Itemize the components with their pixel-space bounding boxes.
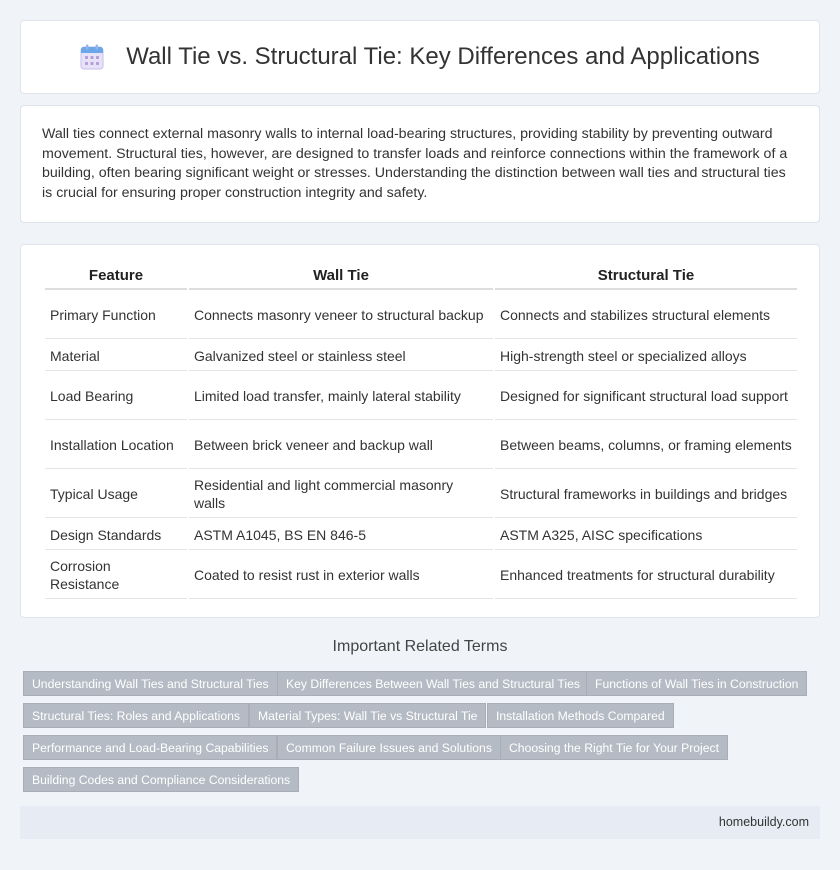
row-structural-tie-cell: Structural frameworks in buildings and bridges (495, 471, 797, 518)
row-wall-tie-cell: Residential and light commercial masonry walls (189, 471, 493, 518)
comparison-table-card (20, 244, 820, 618)
related-term-tag[interactable]: Installation Methods Compared (487, 703, 674, 728)
footer (20, 806, 820, 839)
related-term-tag[interactable]: Material Types: Wall Tie vs Structural Tie (249, 703, 486, 728)
row-feature-cell: Design Standards (45, 520, 187, 550)
intro-card (20, 105, 820, 223)
related-terms-heading: Important Related Terms (332, 638, 508, 655)
related-term-tag[interactable]: Understanding Wall Ties and Structural Ties (23, 671, 278, 696)
table-row (45, 552, 797, 599)
row-structural-tie-cell: High-strength steel or specialized alloys (495, 341, 797, 371)
title-card (20, 20, 820, 94)
related-term-tag[interactable]: Common Failure Issues and Solutions (277, 735, 501, 760)
row-structural-tie-cell: Connects and stabilizes structural elements (495, 292, 797, 339)
row-structural-tie-cell: ASTM A325, AISC specifications (495, 520, 797, 550)
table-row (45, 292, 797, 339)
row-feature-cell: Corrosion Resistance (45, 552, 187, 599)
related-term-tag[interactable]: Structural Ties: Roles and Applications (23, 703, 249, 728)
row-feature-cell: Installation Location (45, 422, 187, 469)
comparison-table (43, 260, 799, 601)
calendar-icon (80, 44, 104, 70)
footer-site-link[interactable]: homebuildy.com (718, 815, 809, 829)
table-row (45, 373, 797, 420)
column-header-wall-tie: Wall Tie (189, 262, 493, 290)
table-row (45, 471, 797, 518)
table-row (45, 341, 797, 371)
row-feature-cell: Typical Usage (45, 471, 187, 518)
row-feature-cell: Material (45, 341, 187, 371)
table-row (45, 520, 797, 550)
row-structural-tie-cell: Enhanced treatments for structural durability (495, 552, 797, 599)
row-wall-tie-cell: ASTM A1045, BS EN 846-5 (189, 520, 493, 550)
row-feature-cell: Load Bearing (45, 373, 187, 420)
table-header-row (45, 262, 797, 290)
row-wall-tie-cell: Between brick veneer and backup wall (189, 422, 493, 469)
row-feature-cell: Primary Function (45, 292, 187, 339)
row-wall-tie-cell: Coated to resist rust in exterior walls (189, 552, 493, 599)
row-structural-tie-cell: Designed for significant structural load support (495, 373, 797, 420)
intro-paragraph: Wall ties connect external masonry walls to internal load-bearing structures, providing stability by preventing outward movement. Structural ties, however, are designed to transfer loads and reinforce connections within the framework of a building, often bearing significant weight or stresses. Understanding the distinction between wall ties and structural ties is crucial for ensuring proper construction integrity and safety. (42, 126, 788, 201)
related-term-tag[interactable]: Performance and Load-Bearing Capabilities (23, 735, 277, 760)
related-term-tag[interactable]: Key Differences Between Wall Ties and Structural Ties (277, 671, 589, 696)
column-header-structural-tie: Structural Tie (495, 262, 797, 290)
page-title: Wall Tie vs. Structural Tie: Key Differences and Applications (126, 43, 760, 70)
row-wall-tie-cell: Galvanized steel or stainless steel (189, 341, 493, 371)
related-term-tag[interactable]: Building Codes and Compliance Considerations (23, 767, 299, 792)
column-header-feature: Feature (45, 262, 187, 290)
row-wall-tie-cell: Limited load transfer, mainly lateral stability (189, 373, 493, 420)
row-structural-tie-cell: Between beams, columns, or framing elements (495, 422, 797, 469)
related-term-tag[interactable]: Functions of Wall Ties in Construction (586, 671, 807, 696)
table-row (45, 422, 797, 469)
related-term-tag[interactable]: Choosing the Right Tie for Your Project (500, 735, 728, 760)
row-wall-tie-cell: Connects masonry veneer to structural backup (189, 292, 493, 339)
